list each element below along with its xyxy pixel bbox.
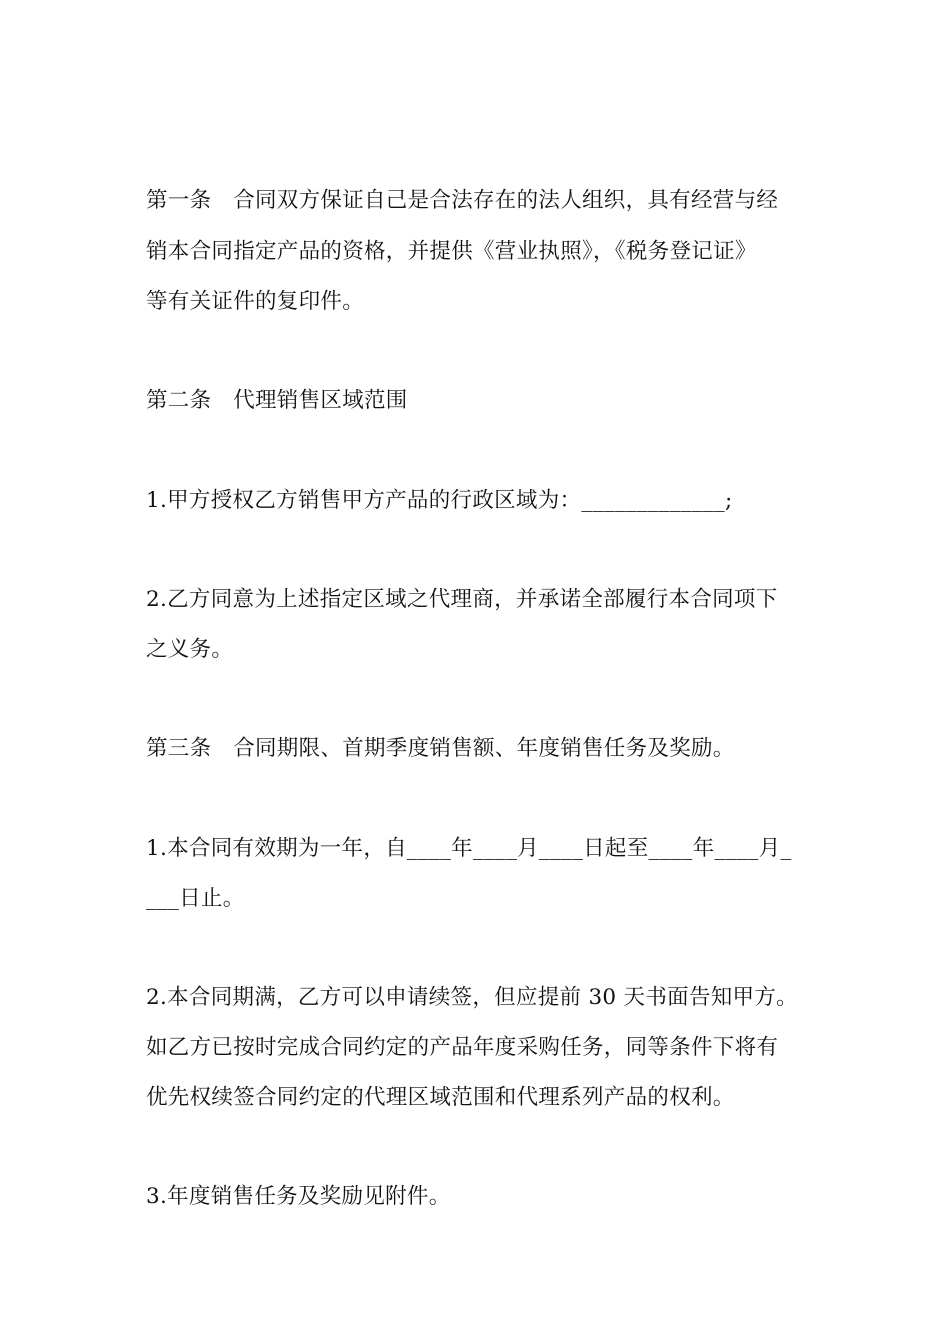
article-3-heading: 第三条 合同期限、首期季度销售额、年度销售任务及奖励。: [146, 736, 735, 761]
article-3-clause-3: 3.年度销售任务及奖励见附件。: [146, 1184, 451, 1209]
article-1-line-2: 销本合同指定产品的资格，并提供《营业执照》，《税务登记证》: [146, 239, 757, 264]
article-2-clause-2-line-1: 2.乙方同意为上述指定区域之代理商，并承诺全部履行本合同项下: [146, 587, 778, 612]
article-3-clause-2-line-1: 2.本合同期满，乙方可以申请续签，但应提前 30 天书面告知甲方。: [146, 985, 798, 1010]
article-3-clause-2-line-3: 优先权续签合同约定的代理区域范围和代理系列产品的权利。: [146, 1085, 735, 1110]
article-2-heading: 第二条 代理销售区域范围: [146, 388, 408, 413]
article-2-clause-2-line-2: 之义务。: [146, 637, 234, 662]
article-2-clause-1: 1.甲方授权乙方销售甲方产品的行政区域为：_____________;: [146, 488, 733, 513]
article-1-line-3: 等有关证件的复印件。: [146, 289, 365, 314]
article-3-clause-1-line-1: 1.本合同有效期为一年，自____年____月____日起至____年____月_: [146, 836, 792, 861]
article-3-clause-2-line-2: 如乙方已按时完成合同约定的产品年度采购任务，同等条件下将有: [146, 1035, 779, 1060]
article-3-clause-1-line-2: ___日止。: [146, 886, 245, 911]
article-1-line-1: 第一条 合同双方保证自己是合法存在的法人组织，具有经营与经: [146, 188, 779, 213]
